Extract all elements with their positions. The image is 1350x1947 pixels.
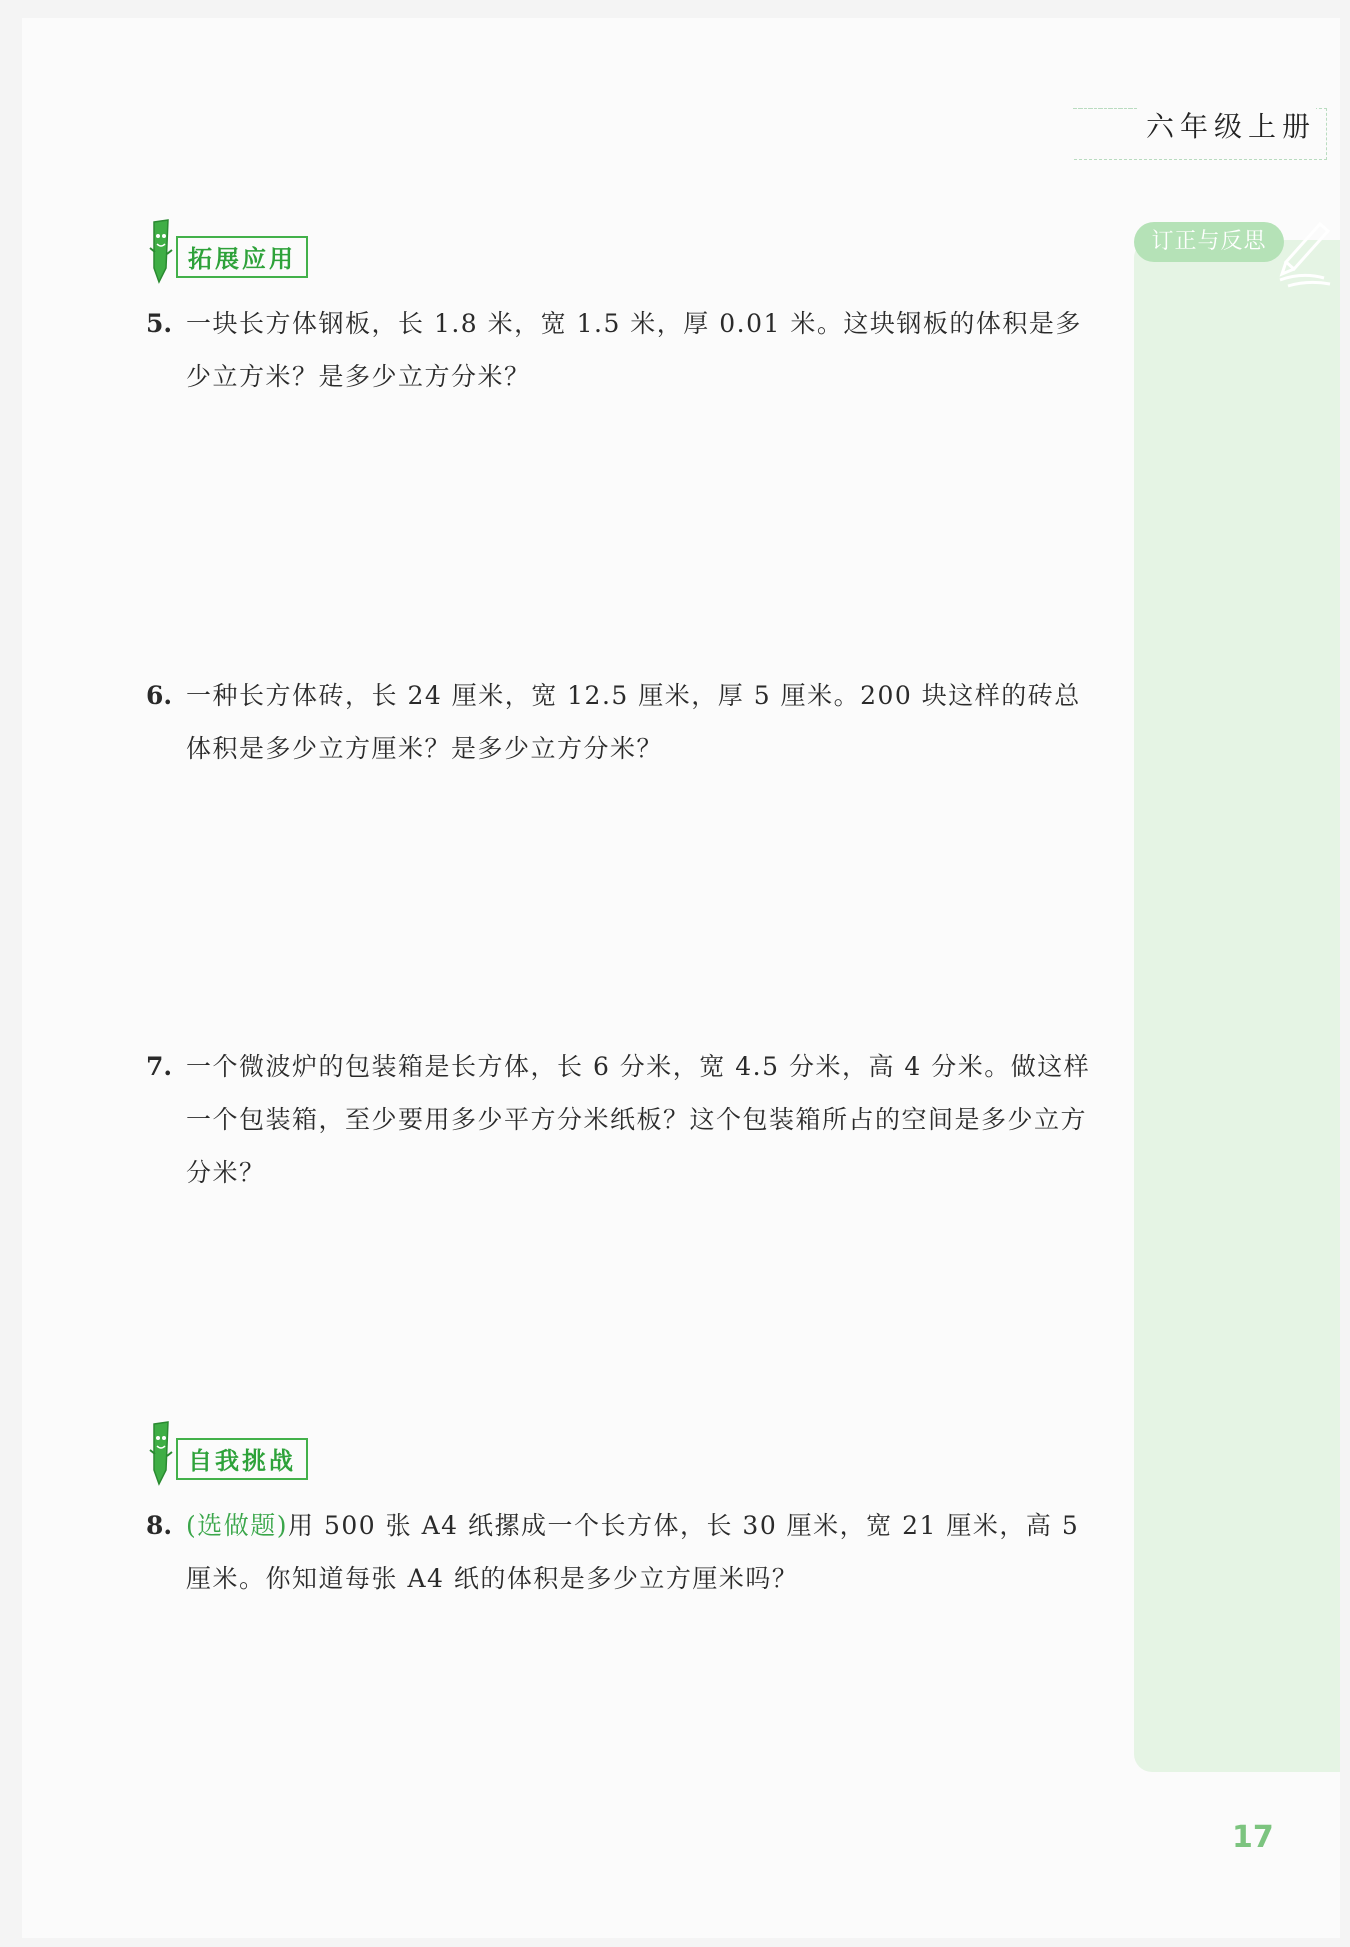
correction-sidebar (1134, 240, 1340, 1772)
question-number: 8. (146, 1511, 173, 1540)
question-7 (146, 1040, 1096, 1199)
pencil-icon (1272, 218, 1336, 288)
question-6 (146, 669, 1096, 775)
question-text: 一种长方体砖，长 24 厘米，宽 12.5 厘米，厚 5 厘米。200 块这样的砖总体积是多少立方厘米？是多少立方分米？ (186, 681, 1081, 763)
pencil-mascot-icon (146, 218, 176, 284)
question-text: 一块长方体钢板，长 1.8 米，宽 1.5 米，厚 0.01 米。这块钢板的体积是多少立方米？是多少立方分米？ (186, 309, 1082, 391)
question-body: 用 500 张 A4 纸摞成一个长方体，长 30 厘米，宽 21 厘米，高 5 厘米。你知道每张 A4 纸的体积是多少立方厘米吗？ (186, 1511, 1080, 1593)
question-number: 7. (146, 1052, 173, 1081)
section-title: 拓展应用 (176, 236, 308, 278)
grade-title: 六年级上册 (1138, 105, 1316, 145)
question-5 (146, 297, 1096, 403)
pencil-mascot-icon (146, 1420, 176, 1486)
question-text: 一个微波炉的包装箱是长方体，长 6 分米，宽 4.5 分米，高 4 分米。做这样一个包装箱，至少要用多少平方分米纸板？这个包装箱所占的空间是多少立方分米？ (186, 1052, 1091, 1187)
question-number: 5. (146, 309, 173, 338)
grade-header (1074, 108, 1327, 160)
question-8 (146, 1499, 1096, 1605)
question-number: 6. (146, 681, 173, 710)
optional-tag: (选做题) (186, 1511, 289, 1540)
page-number: 17 (1232, 1820, 1274, 1855)
section-title: 自我挑战 (176, 1438, 308, 1480)
question-text (186, 1499, 1096, 1605)
sidebar-tab-label: 订正与反思 (1134, 222, 1284, 262)
